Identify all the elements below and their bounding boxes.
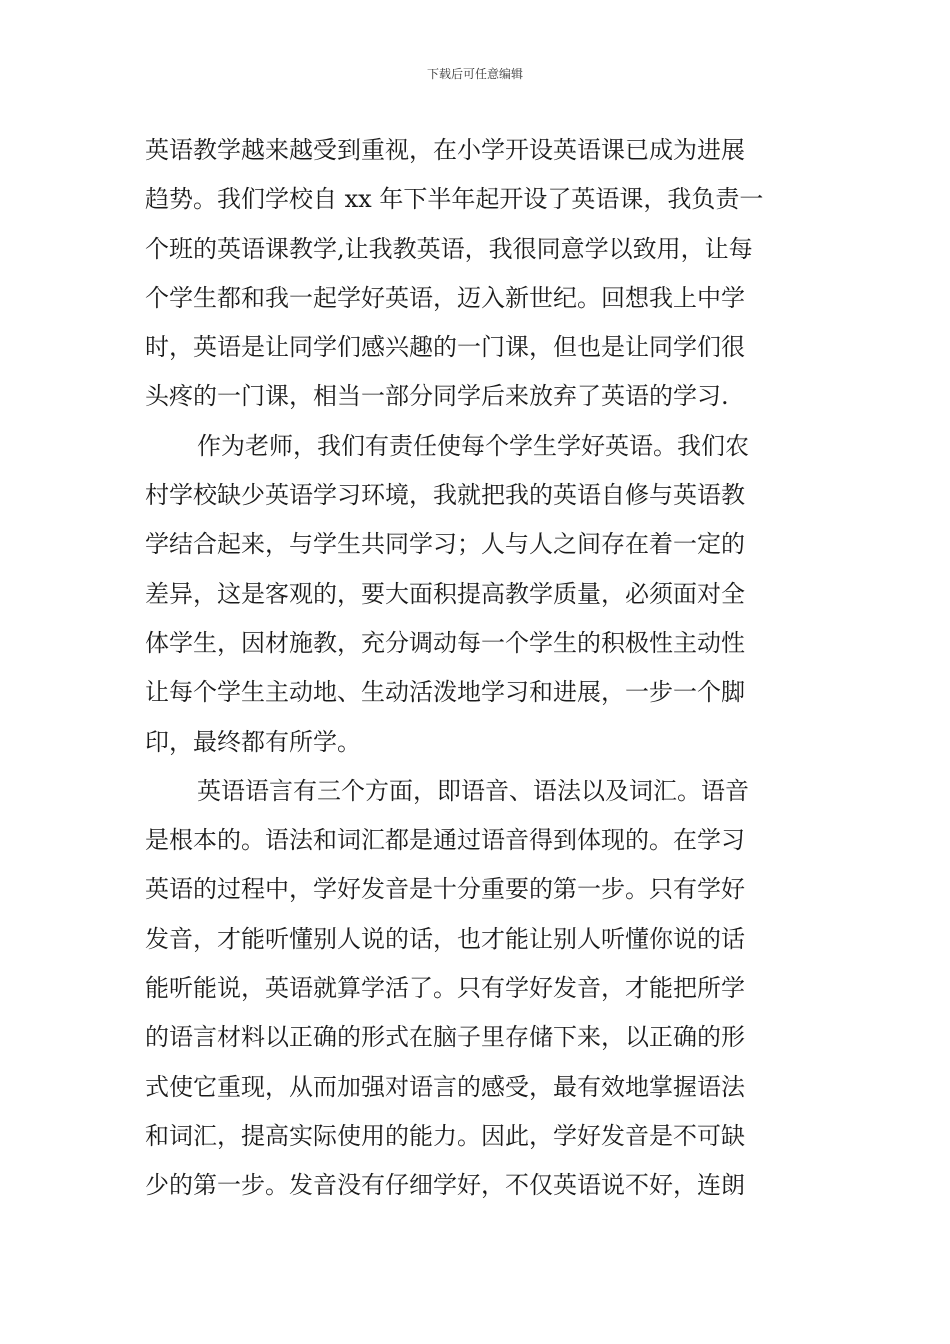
- text-line: 村学校缺少英语学习环境，我就把我的英语自修与英语教: [145, 481, 745, 510]
- page-header: 下载后可任意编辑: [426, 67, 523, 81]
- text-line: 个学生都和我一起学好英语，迈入新世纪。回想我上中学: [145, 283, 745, 312]
- text-line: 让每个学生主动地、生动活泼地学习和进展，一步一个脚: [145, 678, 745, 707]
- text-line: 式使它重现，从而加强对语言的感受，最有效地掌握语法: [145, 1072, 745, 1101]
- paragraph-start-line: 作为老师，我们有责任使每个学生学好英语。我们农: [197, 431, 749, 460]
- text-line: 发音，才能听懂别人说的话，也才能让别人听懂你说的话: [145, 924, 745, 953]
- text-line: 少的第一步。发音没有仔细学好，不仅英语说不好，连朗: [145, 1171, 745, 1200]
- document-body: [145, 126, 810, 1211]
- text-line: 个班的英语课教学,让我教英语，我很同意学以致用，让每: [145, 234, 753, 263]
- text-line: 学结合起来，与学生共同学习；人与人之间存在着一定的: [145, 530, 745, 559]
- text-line: 是根本的。语法和词汇都是通过语音得到体现的。在学习: [145, 826, 745, 855]
- text-line: 时，英语是让同学们感兴趣的一门课，但也是让同学们很: [145, 333, 745, 362]
- text-line: 英语的过程中，学好发音是十分重要的第一步。只有学好: [145, 875, 745, 904]
- text-line: 印，最终都有所学。: [145, 727, 361, 756]
- text-line: 的语言材料以正确的形式在脑子里存储下来，以正确的形: [145, 1023, 745, 1052]
- text-line: 趋势。我们学校自 xx 年下半年起开设了英语课，我负责一: [145, 185, 764, 214]
- text-line: 体学生，因材施教，充分调动每一个学生的积极性主动性: [145, 628, 745, 657]
- text-line: 头疼的一门课，相当一部分同学后来放弃了英语的学习.: [145, 382, 729, 411]
- text-line: 差异，这是客观的，要大面积提高教学质量，必须面对全: [145, 579, 745, 608]
- text-line: 能听能说，英语就算学活了。只有学好发音，才能把所学: [145, 974, 745, 1003]
- text-line: 英语教学越来越受到重视，在小学开设英语课已成为进展: [145, 136, 745, 164]
- paragraph-start-line: 英语语言有三个方面，即语音、语法以及词汇。语音: [197, 776, 749, 805]
- text-line: 和词汇，提高实际使用的能力。因此，学好发音是不可缺: [145, 1121, 745, 1150]
